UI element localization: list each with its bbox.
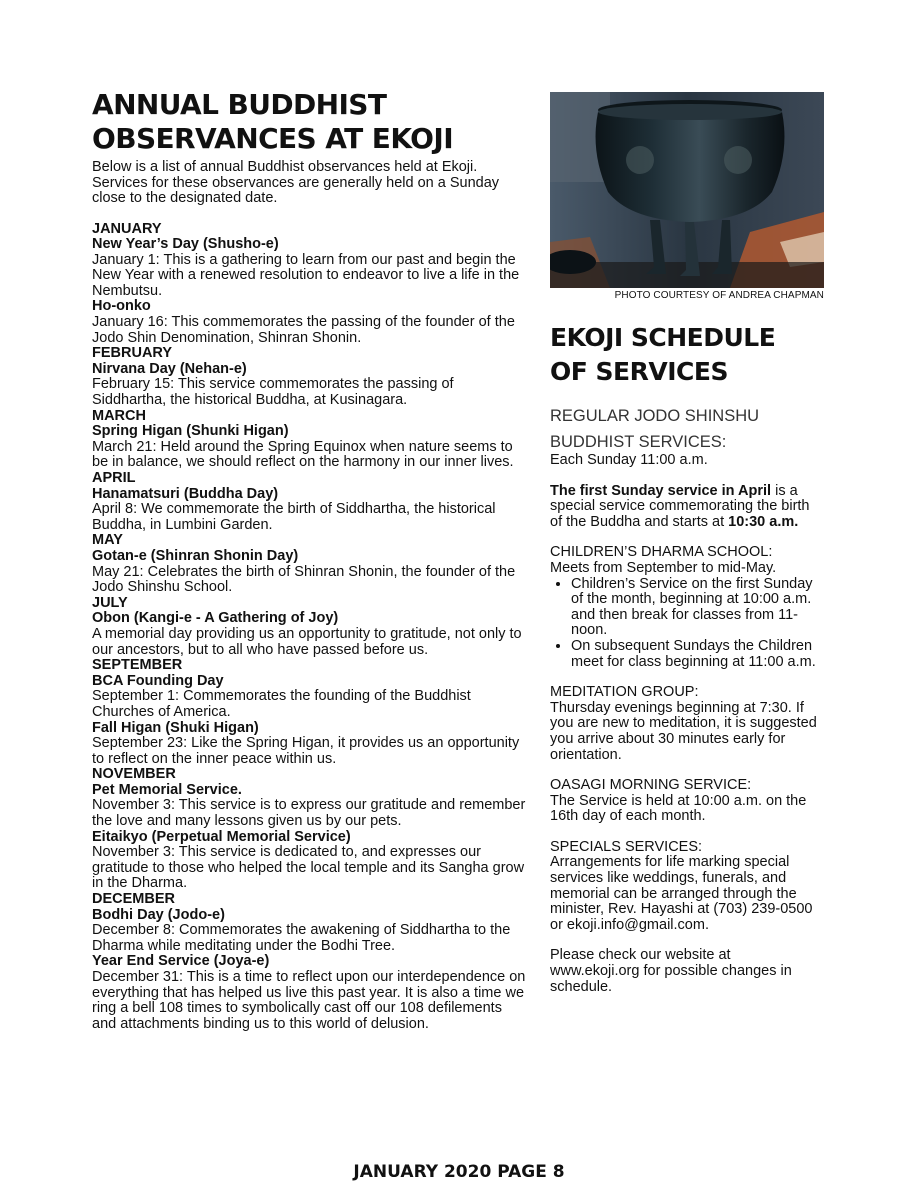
observance-description: April 8: We commemorate the birth of Siddhartha, the historical Buddha, in Lumbini Garden.: [92, 501, 496, 533]
april-service: [550, 484, 824, 531]
observance-title: Eitaikyo (Perpetual Memorial Service): [92, 828, 351, 845]
observance-description: December 31: This is a time to reflect upon our interdependence on everything that has helped us live this past year. It is also a time we ring a bell 108 times to symbolically cast off our 108 defilements and attachments binding us to this world of delusion.: [92, 969, 526, 1032]
observance-description: November 3: This service is dedicated to, and expresses our gratitude to those who helped the local temple and its Sangha grow in the Dharma.: [92, 844, 525, 892]
title-line-1: ANNUAL BUDDHIST: [92, 88, 387, 121]
regular-services-heading: [550, 403, 824, 455]
oasagi-text: The Service is held at 10:00 a.m. on the 16th day of each month.: [550, 792, 807, 825]
intro-text: Below is a list of annual Buddhist observances held at Ekoji. Services for these observances are generally held on a Sunday close to the designated date.: [92, 159, 500, 206]
meditation-text: Thursday evenings beginning at 7:30. If you are new to meditation, it is suggested you arrive about 30 minutes early for orientation.: [550, 699, 817, 763]
observance-description: February 15: This service commemorates the passing of Siddhartha, the historical Buddha, at Kusinagara.: [92, 376, 454, 409]
observance-title: Bodhi Day (Jodo-e): [92, 906, 225, 923]
month-heading: FEBRUARY: [92, 345, 173, 362]
regular-line-1: REGULAR JODO SHINSHU: [550, 407, 760, 425]
observance-description: November 3: This service is to express our gratitude and remember the love and many lessons given us by our pets.: [92, 797, 526, 830]
schedule-column: [550, 92, 824, 995]
meditation-heading: MEDITATION GROUP:: [550, 684, 699, 701]
childrens-text: Meets from September to mid-May.: [550, 559, 777, 576]
observance-description: September 23: Like the Spring Higan, it provides us an opportunity to reflect on the inner peace within us.: [92, 735, 520, 767]
meditation-section: [550, 685, 824, 763]
title-line-2: OBSERVANCES AT EKOJI: [92, 122, 454, 155]
observance-title: Year End Service (Joya-e): [92, 953, 270, 970]
observance-title: New Year’s Day (Shusho-e): [92, 236, 279, 253]
month-heading: JANUARY: [92, 220, 162, 237]
observance-title: Fall Higan (Shuki Higan): [92, 719, 259, 736]
observance-title: Gotan-e (Shinran Shonin Day): [92, 547, 299, 564]
month-heading: MAY: [92, 532, 123, 549]
april-time: 10:30 a.m.: [728, 513, 799, 530]
observance-description: A memorial day providing us an opportunity to gratitude, not only to our ancestors, but to all who have passed before us.: [92, 625, 522, 658]
observance-title: Obon (Kangi-e - A Gathering of Joy): [92, 610, 339, 627]
specials-text: Arrangements for life marking special services like weddings, funerals, and memorial can be arranged through the minister, Rev. Hayashi at (703) 239-0500 or ekoji.info@gmail.com.: [550, 854, 813, 933]
page-footer: JANUARY 2020 PAGE 8: [353, 1162, 565, 1182]
incense-burner-photo: [550, 92, 824, 288]
month-heading: JULY: [92, 594, 128, 611]
april-bold: The first Sunday service in April: [550, 482, 772, 499]
photo-image: [550, 92, 824, 288]
month-heading: APRIL: [92, 470, 136, 486]
schedule-title: [550, 321, 824, 389]
regular-time: Each Sunday 11:00 a.m.: [550, 452, 708, 468]
list-item: • Children’s Service on the first Sunday of the month, beginning at 10:00 a.m. and then break for classes from 11-noon.: [571, 577, 824, 639]
specials-heading: SPECIALS SERVICES:: [550, 838, 703, 855]
observance-title: BCA Founding Day: [92, 672, 224, 689]
observance-title: Hanamatsuri (Buddha Day): [92, 485, 279, 502]
april-text: is a special service commemorating the birth of the Buddha and starts at: [550, 482, 810, 530]
month-heading: SEPTEMBER: [92, 657, 183, 674]
observance-description: January 1: This is a gathering to learn from our past and begin the New Year with a renewed resolution to endeavor to live a life in the Nembutsu.: [92, 251, 520, 299]
website-note: Please check our website at www.ekoji.org for possible changes in schedule.: [550, 947, 792, 995]
observances-column: [92, 88, 530, 1032]
schedule-title-line-2: OF SERVICES: [550, 357, 728, 386]
observance-title: Pet Memorial Service.: [92, 781, 242, 798]
oasagi-heading: OASAGI MORNING SERVICE:: [550, 777, 752, 794]
list-item: • On subsequent Sundays the Children meet for class beginning at 11:00 a.m.: [571, 639, 824, 670]
specials-section: [550, 840, 824, 934]
observance-title: Nirvana Day (Nehan-e): [92, 360, 247, 377]
observance-description: September 1: Commemorates the founding of the Buddhist Churches of America.: [92, 688, 471, 720]
observance-description: December 8: Commemorates the awakening of Siddhartha to the Dharma while meditating under the Bodhi Tree.: [92, 922, 511, 954]
observance-description: May 21: Celebrates the birth of Shinran Shonin, the founder of the Jodo Shinshu School.: [92, 563, 516, 596]
month-heading: DECEMBER: [92, 891, 175, 908]
observance-list: [92, 222, 530, 1033]
oasagi-section: [550, 778, 824, 825]
observance-title: Spring Higan (Shunki Higan): [92, 423, 289, 440]
childrens-bullets: [550, 577, 824, 671]
observance-title: Ho-onko: [92, 298, 151, 315]
page-title: [92, 88, 530, 156]
observance-description: January 16: This commemorates the passing of the founder of the Jodo Shin Denomination, Shinran Shonin.: [92, 314, 515, 346]
childrens-heading: CHILDREN’S DHARMA SCHOOL:: [550, 544, 773, 561]
observance-description: March 21: Held around the Spring Equinox when nature seems to be in balance, we should reflect on the harmony in our inner lives.: [92, 438, 514, 471]
regular-line-2: BUDDHIST SERVICES:: [550, 433, 727, 451]
childrens-section: [550, 545, 824, 670]
month-heading: MARCH: [92, 407, 146, 424]
schedule-title-line-1: EKOJI SCHEDULE: [550, 323, 776, 352]
month-heading: NOVEMBER: [92, 766, 176, 783]
photo-credit: PHOTO COURTESY OF ANDREA CHAPMAN: [614, 290, 824, 301]
